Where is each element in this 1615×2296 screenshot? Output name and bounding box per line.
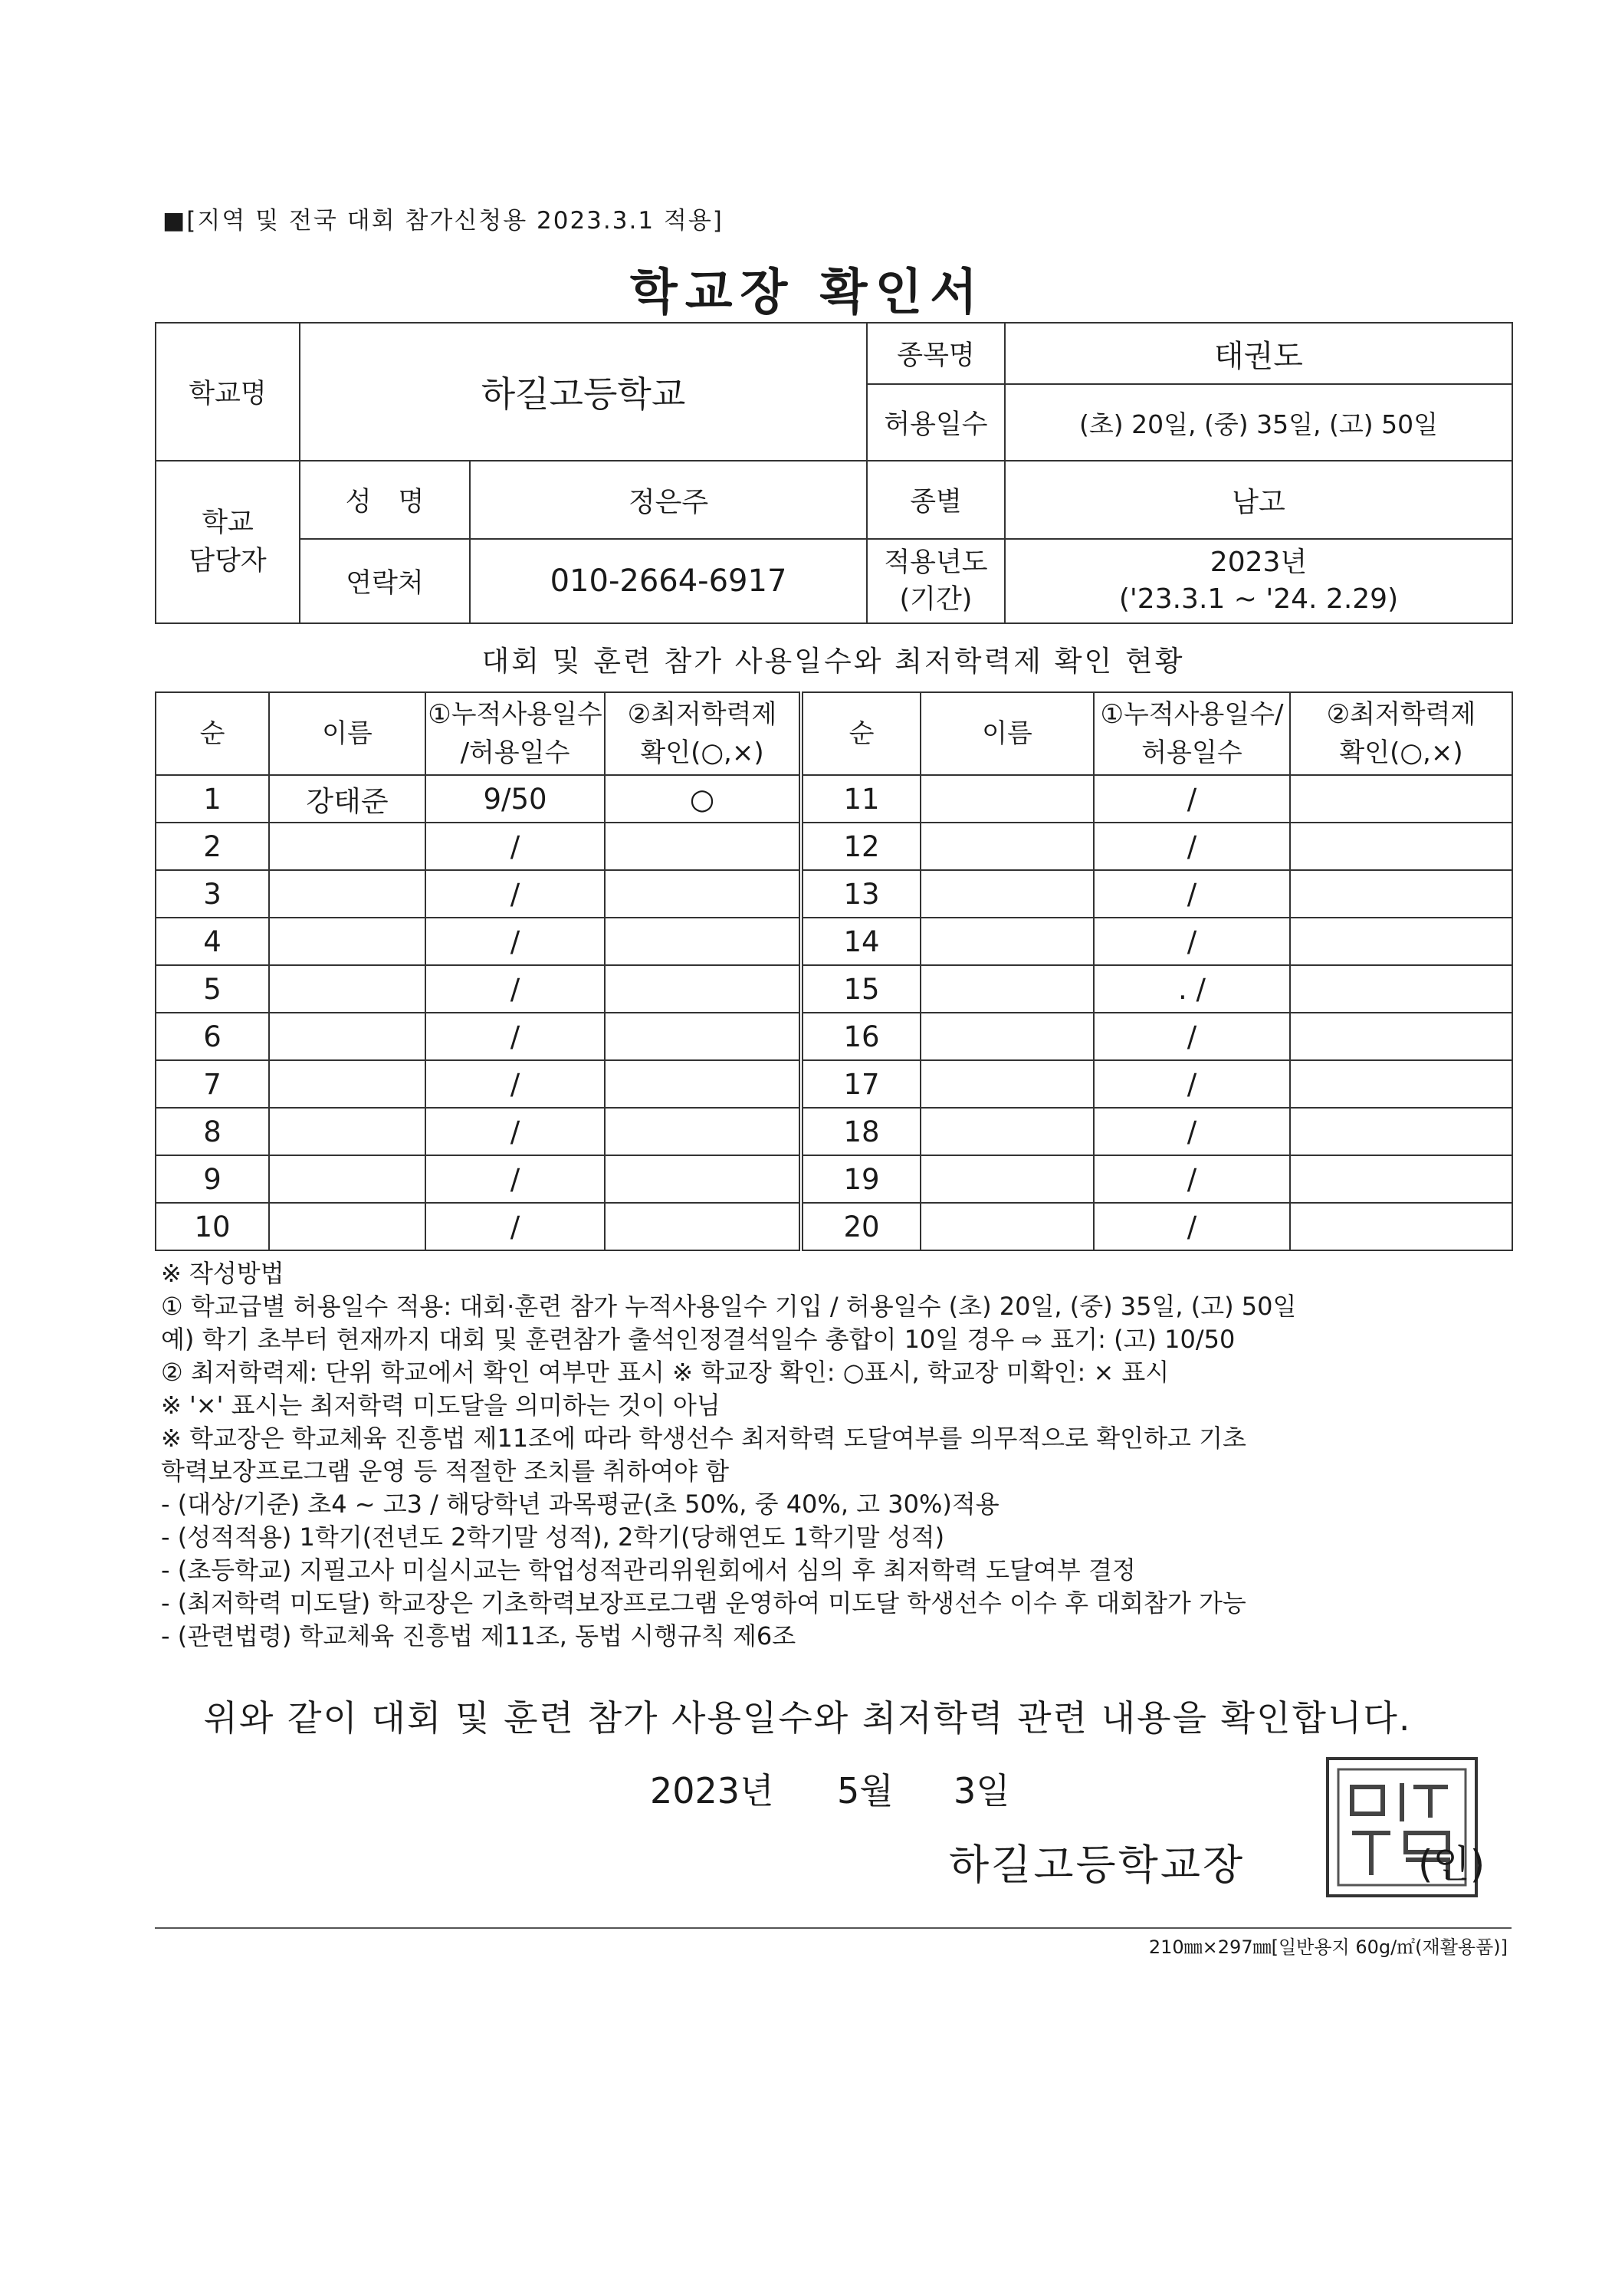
row-no: 13 — [801, 870, 921, 918]
row-no: 18 — [801, 1108, 921, 1155]
allowed-days-value: (초) 20일, (중) 35일, (고) 50일 — [1005, 384, 1512, 461]
cumulative-days: / — [1094, 1108, 1290, 1155]
confirmation-statement: 위와 같이 대회 및 훈련 참가 사용일수와 최저학력 관련 내용을 확인합니다. — [203, 1697, 1412, 1739]
page-title: 학교장 확인서 — [629, 264, 986, 321]
row-no: 7 — [156, 1060, 269, 1108]
applied-year-cell — [1005, 539, 1512, 623]
row-no: 15 — [801, 965, 921, 1013]
min-academic-check: ○ — [605, 775, 801, 823]
roster-row — [156, 870, 1512, 918]
row-no: 2 — [156, 823, 269, 870]
cumulative-days: / — [1094, 1060, 1290, 1108]
min-academic-check — [605, 1155, 801, 1203]
contact-label: 연락처 — [300, 539, 470, 623]
roster-row — [156, 918, 1512, 965]
student-name — [921, 918, 1094, 965]
school-manager-label: 학교 담당자 — [156, 461, 300, 623]
min-academic-check — [605, 823, 801, 870]
cumulative-days: . / — [1094, 965, 1290, 1013]
student-name — [269, 965, 425, 1013]
cumulative-days: / — [425, 823, 605, 870]
row-no: 16 — [801, 1013, 921, 1060]
applied-year-value: 2023년 — [1210, 547, 1308, 578]
date-day: 3일 — [954, 1770, 1010, 1812]
roster-header-days-2: ①누적사용일수/ 허용일수 — [1094, 692, 1290, 775]
cumulative-days: / — [1094, 775, 1290, 823]
participation-roster-table — [155, 691, 1513, 1251]
note-line: 학력보장프로그램 운영 등 적절한 조치를 취하여야 함 — [161, 1457, 730, 1486]
student-name — [921, 1013, 1094, 1060]
roster-body — [156, 775, 1512, 1250]
cumulative-days: / — [425, 1203, 605, 1250]
seal-label: (인) — [1418, 1842, 1485, 1887]
note-line: ※ 작성방법 — [161, 1259, 284, 1288]
student-name — [921, 1155, 1094, 1203]
row-no: 5 — [156, 965, 269, 1013]
principal-title: 하길고등학교장 — [949, 1841, 1246, 1889]
roster-row — [156, 1060, 1512, 1108]
student-name — [921, 870, 1094, 918]
note-line: - (관련법령) 학교체육 진흥법 제11조, 동법 시행규칙 제6조 — [161, 1621, 796, 1651]
roster-row — [156, 1108, 1512, 1155]
min-academic-check — [1290, 870, 1512, 918]
date-month: 5월 — [837, 1770, 894, 1812]
allowed-days-label: 허용일수 — [867, 384, 1005, 461]
cumulative-days: / — [1094, 1203, 1290, 1250]
row-no: 3 — [156, 870, 269, 918]
min-academic-check — [605, 1013, 801, 1060]
school-name-value: 하길고등학교 — [300, 323, 867, 461]
note-line: - (성적적용) 1학기(전년도 2학기말 성적), 2학기(당해연도 1학기말 성적) — [161, 1522, 945, 1552]
roster-row — [156, 823, 1512, 870]
note-line: 예) 학기 초부터 현재까지 대회 및 훈련참가 출석인정결석일수 총합이 10일 경우 ⇨ 표기: (고) 10/50 — [161, 1325, 1236, 1354]
row-no: 8 — [156, 1108, 269, 1155]
sport-value: 태권도 — [1005, 323, 1512, 384]
row-no: 17 — [801, 1060, 921, 1108]
min-academic-check — [605, 870, 801, 918]
row-no: 12 — [801, 823, 921, 870]
roster-header-no-2: 순 — [801, 692, 921, 775]
roster-subtitle: 대회 및 훈련 참가 사용일수와 최저학력제 확인 현황 — [481, 645, 1185, 678]
note-line: ※ 학교장은 학교체육 진흥법 제11조에 따라 학생선수 최저학력 도달여부를 의무적으로 확인하고 기초 — [161, 1424, 1246, 1453]
min-academic-check — [1290, 1060, 1512, 1108]
student-name: 강태준 — [269, 775, 425, 823]
note-line: ※ '×' 표시는 최저학력 미도달을 의미하는 것이 아님 — [161, 1391, 721, 1420]
roster-row — [156, 775, 1512, 823]
min-academic-check — [605, 1108, 801, 1155]
manager-name-value: 정은주 — [470, 461, 867, 539]
student-name — [269, 870, 425, 918]
student-name — [921, 1108, 1094, 1155]
cumulative-days: / — [425, 965, 605, 1013]
school-info-table — [155, 322, 1513, 624]
cumulative-days: / — [425, 1155, 605, 1203]
cumulative-days: 9/50 — [425, 775, 605, 823]
min-academic-check — [1290, 918, 1512, 965]
row-no: 6 — [156, 1013, 269, 1060]
note-line: - (최저학력 미도달) 학교장은 기초학력보장프로그램 운영하여 미도달 학생선수 이수 후 대회참가 가능 — [161, 1588, 1246, 1618]
student-name — [921, 775, 1094, 823]
footer-divider — [155, 1927, 1512, 1929]
student-name — [269, 1155, 425, 1203]
min-academic-check — [605, 1203, 801, 1250]
sport-label: 종목명 — [867, 323, 1005, 384]
row-no: 9 — [156, 1155, 269, 1203]
min-academic-check — [1290, 1155, 1512, 1203]
cumulative-days: / — [425, 918, 605, 965]
student-name — [269, 1013, 425, 1060]
student-name — [921, 1203, 1094, 1250]
applied-year-label: 적용년도 (기간) — [867, 539, 1005, 623]
min-academic-check — [1290, 775, 1512, 823]
roster-header-name-2: 이름 — [921, 692, 1094, 775]
student-name — [269, 918, 425, 965]
form-header-note: ■[지역 및 전국 대회 참가신청용 2023.3.1 적용] — [162, 207, 724, 235]
roster-row — [156, 1155, 1512, 1203]
min-academic-check — [605, 1060, 801, 1108]
row-no: 4 — [156, 918, 269, 965]
min-academic-check — [605, 918, 801, 965]
contact-value: 010-2664-6917 — [470, 539, 867, 623]
paper-spec-footer: 210㎜×297㎜[일반용지 60g/㎡(재활용품)] — [1148, 1936, 1508, 1958]
student-name — [269, 1203, 425, 1250]
school-name-label: 학교명 — [156, 323, 300, 461]
cumulative-days: / — [1094, 918, 1290, 965]
student-name — [269, 823, 425, 870]
min-academic-check — [1290, 1108, 1512, 1155]
cumulative-days: / — [1094, 870, 1290, 918]
roster-header-check: ②최저학력제 확인(○,×) — [605, 692, 801, 775]
row-no: 20 — [801, 1203, 921, 1250]
note-line: - (초등학교) 지필고사 미실시교는 학업성적관리위원회에서 심의 후 최저학력 도달여부 결정 — [161, 1555, 1136, 1585]
row-no: 1 — [156, 775, 269, 823]
student-name — [921, 1060, 1094, 1108]
min-academic-check — [1290, 1013, 1512, 1060]
student-name — [269, 1060, 425, 1108]
roster-row — [156, 1203, 1512, 1250]
min-academic-check — [605, 965, 801, 1013]
row-no: 19 — [801, 1155, 921, 1203]
manager-name-label: 성 명 — [300, 461, 470, 539]
roster-header-name: 이름 — [269, 692, 425, 775]
min-academic-check — [1290, 1203, 1512, 1250]
row-no: 11 — [801, 775, 921, 823]
roster-row — [156, 1013, 1512, 1060]
writing-instructions — [161, 1257, 1533, 1653]
cumulative-days: / — [1094, 823, 1290, 870]
cumulative-days: / — [1094, 1013, 1290, 1060]
note-line: - (대상/기준) 초4 ~ 고3 / 해당학년 과목평균(초 50%, 중 40%, 고 30%)적용 — [161, 1490, 1000, 1519]
cumulative-days: / — [425, 1060, 605, 1108]
roster-header-days: ①누적사용일수 /허용일수 — [425, 692, 605, 775]
min-academic-check — [1290, 823, 1512, 870]
note-line: ① 학교급별 허용일수 적용: 대회·훈련 참가 누적사용일수 기입 / 허용일수 (초) 20일, (중) 35일, (고) 50일 — [161, 1292, 1297, 1321]
cumulative-days: / — [1094, 1155, 1290, 1203]
student-name — [921, 823, 1094, 870]
roster-header-no: 순 — [156, 692, 269, 775]
date-year: 2023년 — [650, 1770, 774, 1812]
category-label: 종별 — [867, 461, 1005, 539]
row-no: 10 — [156, 1203, 269, 1250]
student-name — [269, 1108, 425, 1155]
roster-header-check-2: ②최저학력제 확인(○,×) — [1290, 692, 1512, 775]
note-line: ② 최저학력제: 단위 학교에서 확인 여부만 표시 ※ 학교장 확인: ○표시, 학교장 미확인: × 표시 — [161, 1358, 1170, 1387]
row-no: 14 — [801, 918, 921, 965]
cumulative-days: / — [425, 1108, 605, 1155]
min-academic-check — [1290, 965, 1512, 1013]
cumulative-days: / — [425, 1013, 605, 1060]
student-name — [921, 965, 1094, 1013]
roster-row — [156, 965, 1512, 1013]
cumulative-days: / — [425, 870, 605, 918]
category-value: 남고 — [1005, 461, 1512, 539]
applied-period-value: ('23.3.1 ~ '24. 2.29) — [1118, 583, 1399, 615]
